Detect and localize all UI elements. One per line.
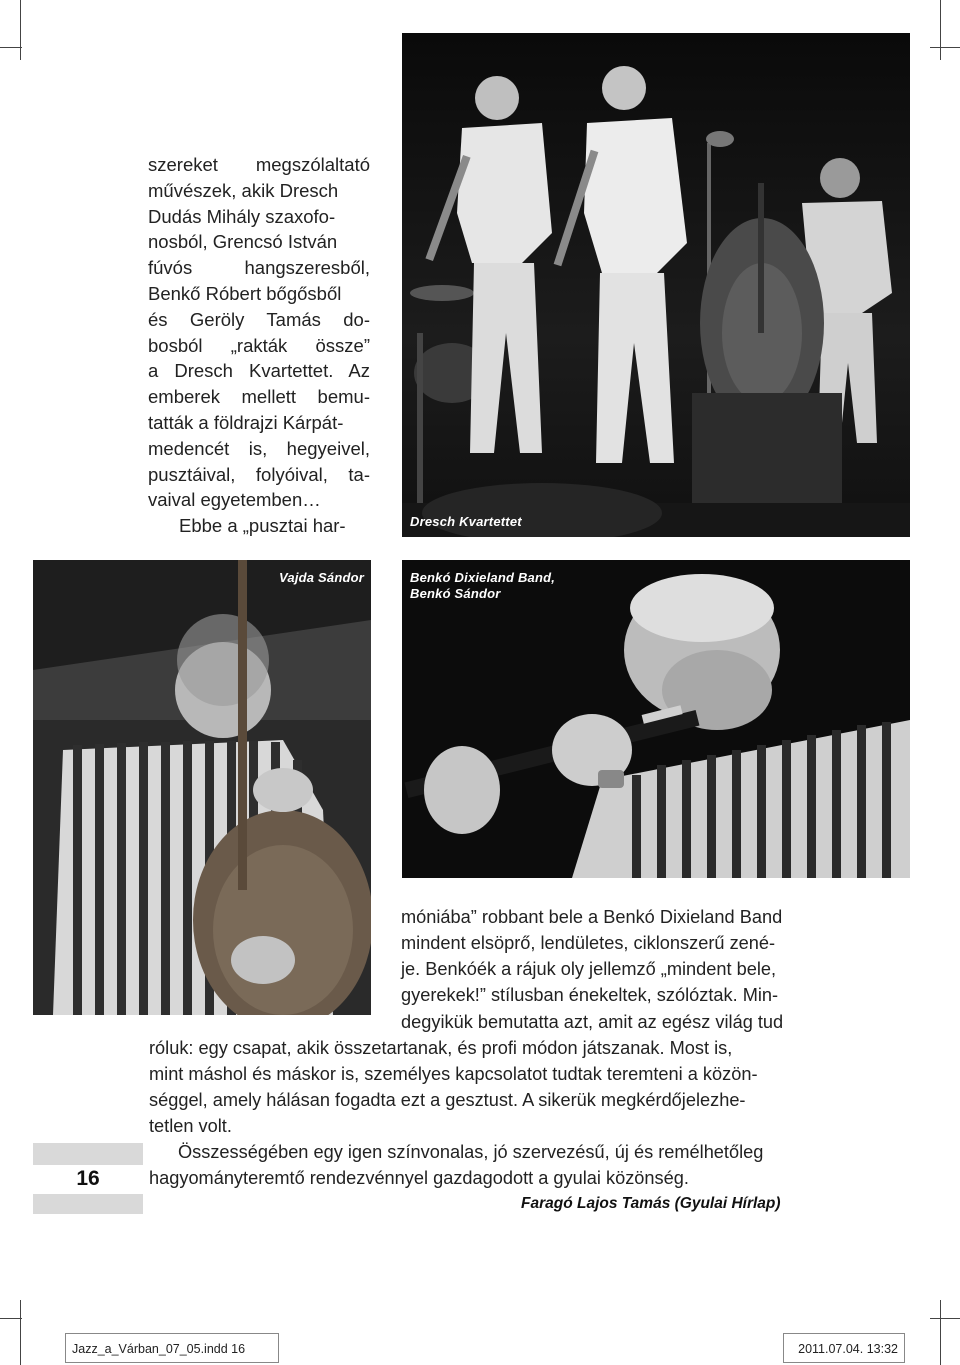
photo-benko-sandor [402, 560, 910, 878]
text-line: tetlen volt. [149, 1116, 232, 1136]
caption-dresch: Dresch Kvartettet [410, 514, 522, 529]
crop-mark [0, 47, 22, 48]
text-line: séggel, amely hálásan fogadta ezt a gesztust. A sikerük megkérdőjelezhe- [149, 1090, 746, 1110]
text-line: Benkő Róbert bőgősből [148, 282, 342, 304]
text-line: gyerekek!” stílusban énekeltek, szólóztak. Min- [401, 985, 779, 1005]
author-signature: Faragó Lajos Tamás (Gyulai Hírlap) [521, 1195, 781, 1212]
text-line: degyikük bemutatta azt, amit az egész világ tud [401, 1012, 784, 1032]
text-line: Dudás Mihály szaxofo- [148, 205, 336, 227]
text-line: a Dresch Kvartettet. Az [148, 360, 370, 382]
text-line: hagyományteremtő rendezvénnyel gazdagodott a gyulai közönség. [149, 1168, 689, 1188]
text-line: medencét is, hegyeivel, [148, 437, 370, 459]
page-tab-top [33, 1143, 143, 1165]
text-line: és Geröly Tamás do- [148, 308, 370, 330]
text-line: Ebbe a „pusztai har- [179, 515, 346, 537]
text-line: bosból „rakták össze” [148, 334, 370, 356]
caption-benko-1: Benkó Dixieland Band, [410, 570, 556, 585]
crop-mark [20, 0, 21, 60]
slug-file: Jazz_a_Várban_07_05.indd 16 [65, 1333, 279, 1363]
text-line: mindent elsöprő, lendületes, ciklonszerű zené- [401, 933, 776, 953]
text-line: tatták a földrajzi Kárpát- [148, 411, 344, 433]
text-line: móniába” robbant bele a Benkó Dixieland Band [401, 907, 783, 927]
crop-mark [940, 1300, 941, 1365]
slug-date: 2011.07.04. 13:32 [783, 1333, 905, 1363]
crop-mark [940, 0, 941, 60]
text-line: Összességében egy igen színvonalas, jó szervezésű, új és remélhetőleg [178, 1142, 764, 1162]
page-number: 16 [76, 1167, 100, 1190]
text-line: nosból, Grencsó István [148, 231, 338, 253]
caption-benko-2: Benkó Sándor [410, 586, 501, 601]
crop-mark [20, 1300, 21, 1365]
photo-dresch-kvartett [402, 33, 910, 537]
text-line: róluk: egy csapat, akik összetartanak, és profi módon játszanak. Most is, [149, 1038, 733, 1058]
crop-mark [930, 1318, 960, 1319]
caption-vajda: Vajda Sándor [279, 570, 364, 585]
text-line: emberek mellett bemu- [148, 386, 370, 408]
text-line: fúvós hangszeresből, [148, 257, 370, 279]
page-tab-bottom [33, 1194, 143, 1214]
text-line: mint máshol és máskor is, személyes kapcsolatot tudtak teremteni a közön- [149, 1064, 758, 1084]
text-line: pusztáival, folyóival, ta- [148, 463, 370, 485]
text-line: vaival egyetemben… [148, 489, 321, 511]
text-line: je. Benkóék a rájuk oly jellemző „mindent bele, [401, 959, 777, 979]
crop-mark [930, 47, 960, 48]
column-text [148, 152, 370, 539]
photo-vajda-sandor [33, 560, 371, 1015]
text-line: szereket megszólaltató [148, 154, 370, 175]
crop-mark [0, 1318, 22, 1319]
text-line: művészek, akik Dresch [148, 179, 339, 201]
